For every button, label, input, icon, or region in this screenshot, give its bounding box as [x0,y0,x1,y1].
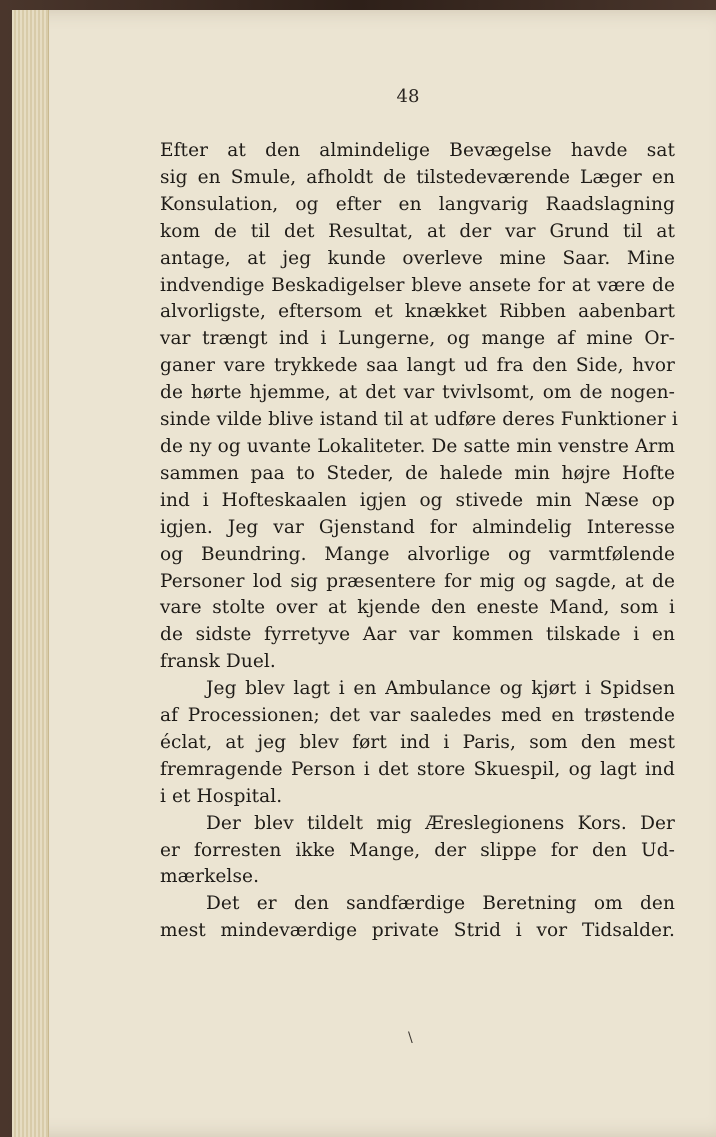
text-line: sig en Smule, afholdt de tilstedeværende Læger en [160,166,675,188]
text-line: alvorligste, eftersom et knækket Ribben aabenbart [160,301,675,323]
page-stack-edge [12,10,49,1137]
text-line: vare stolte over at kjende den eneste Mand, som i [160,597,675,619]
body-text [160,138,678,945]
text-line: ganer vare trykkede saa langt ud fra den Side, hvor [160,355,675,377]
text-line: mest mindeværdige private Strid i vor Tidsalder. [160,920,675,942]
text-line: fransk Duel. [160,651,276,673]
text-line: var trængt ind i Lungerne, og mange af mine Or- [160,328,675,350]
text-line: sinde vilde blive istand til at udføre deres Funktioner i [160,409,678,431]
text-line: sammen paa to Steder, de halede min højre Hofte [160,462,675,484]
text-line: de ny og uvante Lokaliteter. De satte min venstre Arm [160,435,675,457]
text-line: kom de til det Resultat, at der var Grund til at [160,220,675,242]
text-line: de hørte hjemme, at det var tvivlsomt, om de nogen- [160,382,675,404]
page-number: 48 [396,86,420,107]
text-line: igjen. Jeg var Gjenstand for almindelig Interesse [160,516,675,538]
text-line: og Beundring. Mange alvorlige og varmtfølende [160,543,675,565]
stray-ink-mark: \ [408,1030,413,1046]
text-line: indvendige Beskadigelser bleve ansete for at være de [160,274,675,296]
text-line: Konsulation, og efter en langvarig Raadslagning [160,193,675,215]
text-line: er forresten ikke Mange, der slippe for den Ud- [160,839,675,861]
text-line: mærkelse. [160,866,260,888]
text-line: Der blev tildelt mig Æreslegionens Kors. Der [206,812,675,834]
text-line: fremragende Person i det store Skuespil, og lagt ind [160,758,675,780]
text-line: Personer lod sig præsentere for mig og sagde, at de [160,570,675,592]
text-line: de sidste fyrretyve Aar var kommen tilskade i en [160,624,675,646]
text-line: Det er den sandfærdige Beretning om den [206,893,675,915]
text-line: éclat, at jeg blev ført ind i Paris, som den mest [160,731,675,753]
text-line: Efter at den almindelige Bevægelse havde sat [160,140,675,161]
text-line: ind i Hofteskaalen igjen og stivede min Næse op [160,489,675,511]
text-line: antage, at jeg kunde overleve mine Saar. Mine [160,247,675,269]
text-line: i et Hospital. [160,785,283,807]
text-line: af Processionen; det var saaledes med en trøstende [160,705,675,727]
text-line: Jeg blev lagt i en Ambulance og kjørt i Spidsen [206,678,675,700]
